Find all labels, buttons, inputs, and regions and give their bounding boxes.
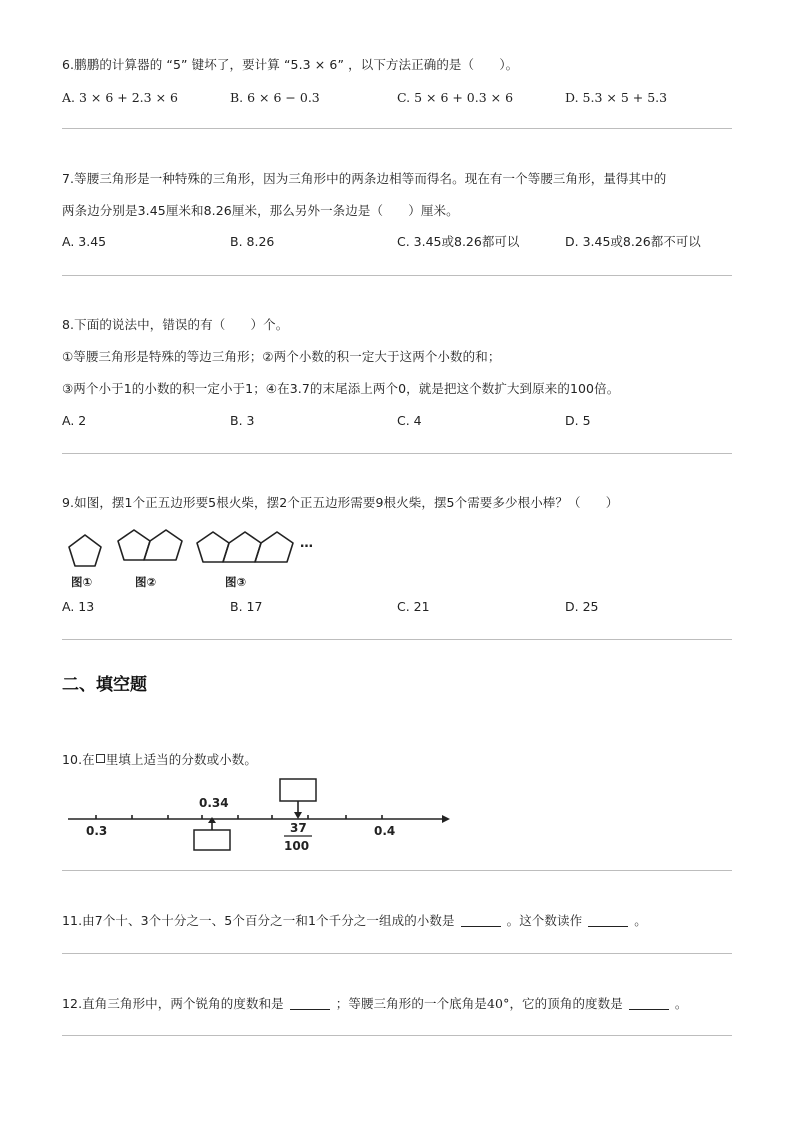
q6-option-c[interactable]: C. 5 × 6 + 0.3 × 6 — [397, 90, 514, 105]
q10-stem — [62, 751, 257, 769]
q7-option-b[interactable]: B. 8.26 — [230, 234, 275, 249]
q6-options — [62, 89, 732, 107]
q9-option-a[interactable]: A. 13 — [62, 599, 95, 614]
q12-stem-c: ，它的顶角的度数是 — [509, 996, 623, 1011]
pentagon-figure — [62, 520, 322, 592]
pentagon-2b — [144, 530, 182, 560]
q8-option-b[interactable]: B. 3 — [230, 413, 255, 428]
answer-blank[interactable] — [629, 997, 669, 1010]
q6-stem: 6.鹏鹏的计算器的 “5” 键坏了，要计算 “5.3 × 6” ，以下方法正确的是（ ）。 — [62, 57, 519, 72]
divider — [62, 953, 732, 954]
q8-option-d[interactable]: D. 5 — [565, 413, 591, 428]
q10-stem-after: 里填上适当的分数或小数。 — [105, 752, 257, 767]
q7-option-d[interactable]: D. 3.45或8.26都不可以 — [565, 234, 701, 249]
number-line — [62, 774, 454, 856]
answer-blank[interactable] — [461, 914, 501, 927]
divider — [62, 275, 732, 276]
q9-options — [62, 598, 732, 616]
answer-box-upper — [280, 779, 316, 801]
axis-arrow — [442, 815, 450, 823]
pentagon-figure-svg — [62, 520, 322, 592]
q12-stem-a: 12.直角三角形中，两个锐角的度数和是 — [62, 996, 284, 1011]
section-title: 二、填空题 — [62, 675, 147, 695]
pentagon-3b — [223, 532, 261, 562]
number-line-svg — [62, 774, 454, 856]
answer-blank[interactable] — [588, 914, 628, 927]
figure-label-3: 图③ — [225, 575, 247, 589]
pointer-up-head — [208, 817, 216, 823]
q9-option-c[interactable]: C. 21 — [397, 599, 430, 614]
answer-blank[interactable] — [290, 997, 330, 1010]
fraction-denominator: 100 — [284, 839, 310, 853]
q9-option-b[interactable]: B. 17 — [230, 599, 263, 614]
q8-options — [62, 412, 732, 430]
figure-label-2: 图② — [135, 575, 157, 589]
q12-angle: 40° — [486, 996, 510, 1011]
q11-stem-a: 11.由7个十、3个十分之一、5个百分之一和1个千分之一组成的小数是 — [62, 913, 455, 928]
q11-stem — [62, 912, 647, 930]
q6-option-d[interactable]: D. 5.3 × 5 + 5.3 — [565, 90, 668, 105]
fraction-numerator: 37 — [290, 821, 307, 835]
q9-option-d[interactable]: D. 25 — [565, 599, 599, 614]
q7-stem-line2: 两条边分别是3.45厘米和8.26厘米，那么另外一条边是（ ）厘米。 — [62, 203, 459, 218]
pointer-down-head — [294, 812, 302, 819]
figure-label-1: 图① — [71, 575, 93, 589]
pentagon-1 — [69, 535, 101, 566]
q12-stem-d: 。 — [674, 996, 688, 1011]
q11-stem-c: 。 — [634, 913, 647, 928]
pentagon-3c — [255, 532, 293, 562]
q12-stem — [62, 995, 687, 1013]
q6-option-b[interactable]: B. 6 × 6 − 0.3 — [230, 90, 320, 105]
divider — [62, 639, 732, 640]
figure-ellipsis: … — [300, 536, 313, 551]
q8-stem: 8.下面的说法中，错误的有（ ）个。 — [62, 317, 289, 332]
label-upper: 0.34 — [199, 796, 229, 810]
q7-option-a[interactable]: A. 3.45 — [62, 234, 107, 249]
divider — [62, 870, 732, 871]
label-right: 0.4 — [374, 824, 396, 838]
q11-stem-b: 。这个数读作 — [506, 913, 583, 928]
q8-statement-line2: ③两个小于1的小数的积一定小于1；④在3.7的末尾添上两个0，就是把这个数扩大到原来的100倍。 — [62, 381, 620, 396]
divider — [62, 453, 732, 454]
q7-options — [62, 233, 732, 251]
q10-stem-before: 10.在 — [62, 752, 95, 767]
q8-option-c[interactable]: C. 4 — [397, 413, 422, 428]
divider — [62, 1035, 732, 1036]
answer-box-lower — [194, 830, 230, 850]
q6-option-a[interactable]: A. 3 × 6 + 2.3 × 6 — [62, 90, 178, 105]
q8-statement-line1: ①等腰三角形是特殊的等边三角形；②两个小数的积一定大于这两个小数的和； — [62, 349, 501, 364]
q8-option-a[interactable]: A. 2 — [62, 413, 87, 428]
q7-stem-line1: 7.等腰三角形是一种特殊的三角形，因为三角形中的两条边相等而得名。现在有一个等腰三角形，量得其中的 — [62, 171, 667, 186]
divider — [62, 128, 732, 129]
label-left: 0.3 — [86, 824, 108, 838]
q9-stem: 9.如图，摆1个正五边形要5根火柴，摆2个正五边形需要9根火柴，摆5个需要多少根小棒？（ ） — [62, 495, 619, 510]
q7-option-c[interactable]: C. 3.45或8.26都可以 — [397, 234, 520, 249]
answer-box-icon — [96, 754, 105, 763]
q12-stem-b: ；等腰三角形的一个底角是 — [335, 996, 487, 1011]
